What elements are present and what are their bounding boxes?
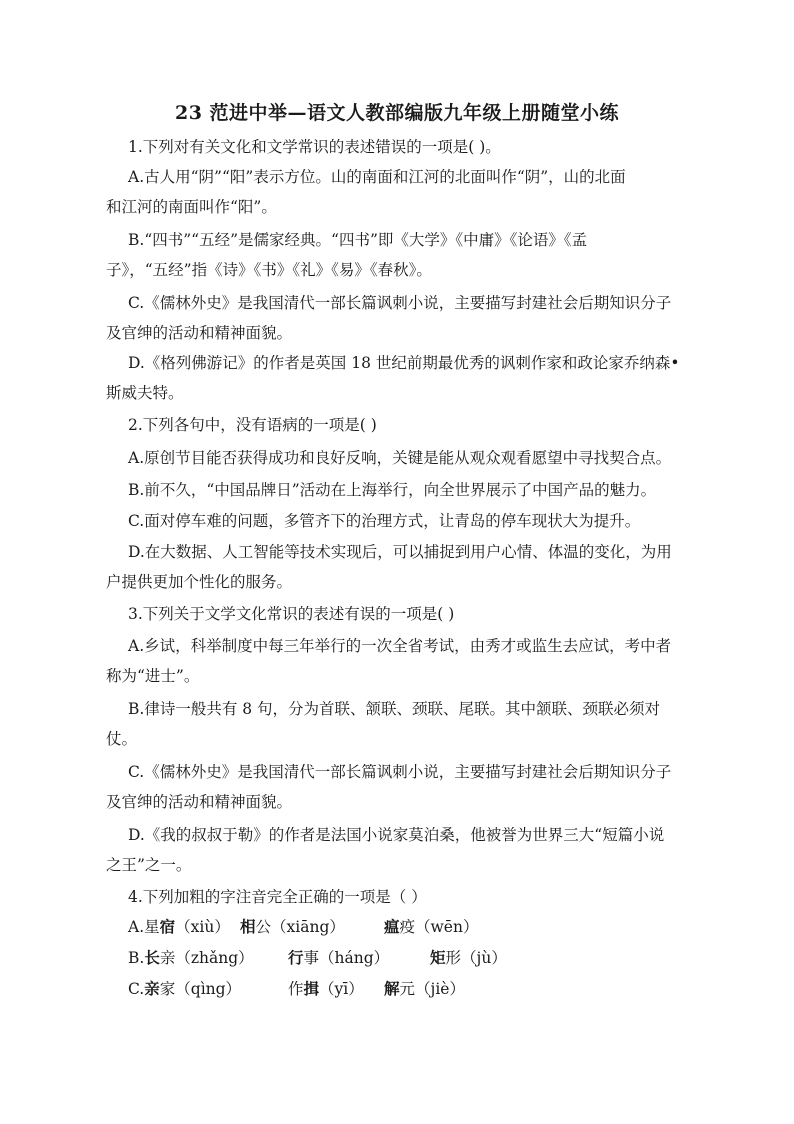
q2-option-b: B.前不久，“中国品牌日”活动在上海举行，向全世界展示了中国产品的魅力。 (128, 481, 657, 499)
q3-option-a-line1: A.乡试，科举制度中每三年举行的一次全省考试，由秀才或监生去应试，考中者 (128, 637, 672, 655)
q2-stem: 2.下列各句中，没有语病的一项是( ) (128, 416, 377, 434)
q2-option-a: A.原创节目能否获得成功和良好反响，关键是能从观众观看愿望中寻找契合点。 (128, 449, 672, 467)
q4-c-item3-plain: 元 (399, 980, 416, 998)
q4-c-item2-bold: 揖 (303, 979, 320, 998)
q4-b-item3-bold: 矩 (430, 948, 446, 967)
q4-b-item1-bold: 长 (144, 948, 160, 967)
q2-option-c: C.面对停车难的问题，多管齐下的治理方式，让青岛的停车现状大为提升。 (128, 512, 641, 530)
q1-option-c-line1: C.《儒林外史》是我国清代一部长篇讽刺小说，主要描写封建社会后期知识分子 (128, 294, 672, 312)
q4-a-item2-plain: 公 (255, 918, 272, 936)
q3-option-c-line1: C.《儒林外史》是我国清代一部长篇讽刺小说，主要描写封建社会后期知识分子 (128, 763, 672, 781)
q1-stem: 1.下列对有关文化和文学常识的表述错误的一项是( )。 (128, 138, 501, 156)
q4-b-label: B. (128, 949, 145, 967)
q2-option-d-line2: 户提供更加个性化的服务。 (106, 573, 293, 591)
q3-option-d-line1: D.《我的叔叔于勒》的作者是法国小说家莫泊桑，他被誉为世界三大“短篇小说 (128, 826, 665, 844)
q4-a-item2-bold: 相 (240, 917, 256, 936)
q1-option-d-line2: 斯威夫特。 (106, 384, 184, 402)
q4-option-b (128, 948, 507, 968)
q1-option-b-line2: 子》，“五经”指《诗》《书》《礼》《易》《春秋》。 (106, 261, 432, 279)
q4-stem: 4.下列加粗的字注音完全正确的一项是（ ） (128, 888, 427, 906)
q4-a-item1-bold: 宿 (159, 917, 176, 936)
q4-b-item1-plain: 亲 (159, 949, 176, 967)
q4-c-item3-pinyin: （jiè） (415, 980, 465, 998)
q2-option-d-line1: D.在大数据、人工智能等技术实现后，可以捕捉到用户心情、体温的变化，为用 (128, 543, 672, 561)
q4-c-item2-plain: 作 (288, 980, 304, 998)
q4-c-item1-plain: 家 (159, 980, 176, 998)
q4-a-item1-pinyin: （xiù） (175, 918, 230, 936)
q4-b-item2-bold: 行 (288, 948, 304, 967)
q1-option-a-line2: 和江河的南面叫作“阳”。 (106, 198, 277, 216)
q4-c-item1-pinyin: （qìng） (175, 980, 242, 998)
q4-b-item3-pinyin: （jù） (461, 949, 507, 967)
q4-a-label: A. (128, 918, 145, 936)
q3-option-a-line2: 称为“进士”。 (106, 667, 200, 685)
q4-a-item3-plain: 疫 (399, 918, 416, 936)
q4-b-item1-pinyin: （zhǎng） (175, 949, 254, 967)
q3-stem: 3.下列关于文学文化常识的表述有误的一项是( ) (128, 605, 455, 623)
q4-a-item2-pinyin: （xiāng） (271, 918, 345, 936)
q3-option-c-line2: 及官绅的活动和精神面貌。 (106, 793, 293, 811)
q4-option-a (128, 917, 479, 937)
q1-option-a-line1: A.古人用“阴”“阳”表示方位。山的南面和江河的北面叫作“阴”，山的北面 (128, 168, 626, 186)
q1-option-d-line1: D.《格列佛游记》的作者是英国 18 世纪前期最优秀的讽刺作家和政论家乔纳森• (128, 354, 680, 372)
q4-a-item1-plain: 星 (144, 918, 160, 936)
q4-b-item3-plain: 形 (445, 949, 462, 967)
q4-a-item3-pinyin: （wēn） (415, 918, 479, 936)
q4-c-item3-bold: 解 (384, 979, 400, 998)
q4-c-item1-bold: 亲 (144, 979, 160, 998)
q3-option-b-line2: 仗。 (106, 730, 138, 748)
page-title: 23 范进中举—语文人教部编版九年级上册随堂小练 (174, 102, 620, 124)
q4-c-item2-pinyin: （yī） (319, 980, 364, 998)
q4-b-item2-plain: 事 (303, 949, 320, 967)
q1-option-b-line1: B.“四书”“五经”是儒家经典。“四书”即《大学》《中庸》《论语》《孟 (128, 231, 588, 249)
q4-a-item3-bold: 瘟 (384, 917, 400, 936)
q1-option-c-line2: 及官绅的活动和精神面貌。 (106, 324, 293, 342)
q3-option-d-line2: 之王”之一。 (106, 856, 192, 874)
q4-option-c (128, 979, 465, 999)
q4-c-label: C. (128, 980, 145, 998)
q3-option-b-line1: B.律诗一般共有 8 句，分为首联、颔联、颈联、尾联。其中颔联、颈联必须对 (128, 700, 661, 718)
q4-b-item2-pinyin: （háng） (319, 949, 390, 967)
